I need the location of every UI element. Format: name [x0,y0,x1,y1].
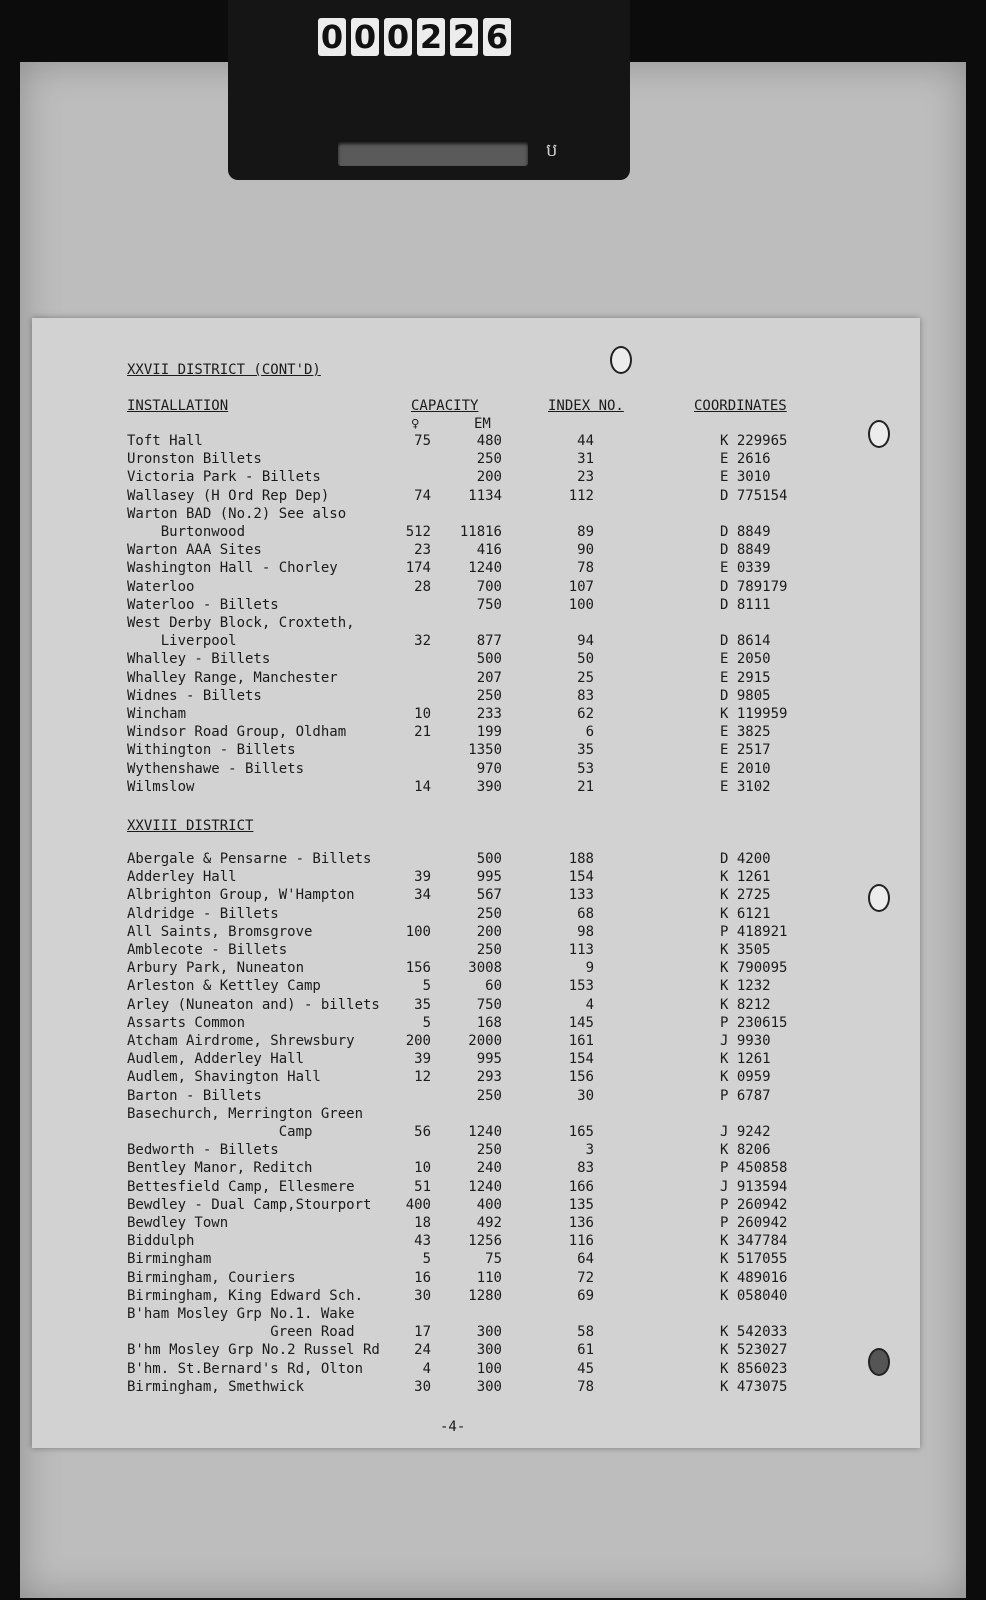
installation-name: Waterloo - Billets [127,596,279,613]
capacity-officers: 16 [414,1269,431,1286]
index-number: 50 [577,651,594,668]
index-number: 78 [577,560,594,577]
index-number: 9 [585,960,594,977]
table-row [0,1051,986,1069]
table-row [0,724,986,742]
capacity-em: 300 [476,1324,502,1341]
coordinates: P 260942 [720,1215,788,1231]
coordinates: D 4200 [720,851,771,867]
index-number: 64 [577,1251,594,1268]
table-row [0,869,986,887]
installation-name: Arleston & Kettley Camp [127,978,321,995]
index-number: 166 [568,1178,594,1195]
counter-mark: ប [546,140,558,161]
table-row [0,997,986,1015]
installation-name: All Saints, Bromsgrove [127,923,313,940]
capacity-officers: 14 [414,778,431,795]
installation-name: Birmingham, Smethwick [127,1378,305,1395]
coordinates: E 0339 [720,560,771,577]
table-row [0,1015,986,1033]
coordinates: K 473075 [720,1378,788,1395]
index-number: 23 [577,469,594,486]
capacity-officers: 200 [405,1033,431,1049]
coordinates: E 2050 [720,651,771,668]
index-number: 53 [577,760,594,777]
counter-digit: 0 [351,18,379,56]
coordinates: J 9242 [720,1124,771,1140]
table-row [0,1361,986,1379]
index-number: 62 [577,706,594,722]
coordinates: D 8614 [720,633,771,650]
capacity-officers: 17 [414,1324,431,1341]
capacity-em: 1350 [468,742,502,759]
installation-name: Uronston Billets [127,451,262,468]
capacity-em: 3008 [468,960,502,977]
capacity-em: 207 [476,669,502,686]
capacity-em: 1240 [468,1124,502,1140]
capacity-em: 1134 [468,487,502,504]
table-row [0,1160,986,1178]
table-row [0,851,986,869]
capacity-officers: 5 [422,1014,431,1031]
table-row [0,742,986,760]
capacity-em: 300 [476,1342,502,1359]
coordinates: D 9805 [720,687,771,704]
index-number: 188 [568,851,594,867]
capacity-officers: 56 [414,1124,431,1140]
table-row [0,524,986,542]
installation-name: Waterloo [127,578,195,595]
index-number: 112 [568,487,594,504]
capacity-officers: 35 [414,996,431,1013]
table-row [0,1270,986,1288]
index-number: 25 [577,669,594,686]
coordinates: P 6787 [720,1087,771,1104]
capacity-em: 390 [476,778,502,795]
capacity-em: 567 [476,887,502,904]
col-capacity-header: CAPACITY [411,398,479,414]
capacity-officers: 75 [414,433,431,449]
col-installation-header: INSTALLATION [127,398,229,414]
index-number: 58 [577,1324,594,1341]
capacity-em: 1240 [468,560,502,577]
capacity-em: 750 [476,596,502,613]
coordinates: D 789179 [720,578,788,595]
capacity-officers: 51 [414,1178,431,1195]
table-row [0,542,986,560]
counter-digit: 6 [483,18,511,56]
table-row [0,506,986,524]
installation-name: Arley (Nuneaton and) - billets [127,996,380,1013]
coordinates: E 3825 [720,724,771,741]
capacity-officers: 24 [414,1342,431,1359]
table-row [0,1124,986,1142]
coordinates: D 8849 [720,542,771,559]
index-number: 78 [577,1378,594,1395]
coordinates: K 523027 [720,1342,788,1359]
coordinates: K 790095 [720,960,788,977]
coordinates: K 1261 [720,869,771,886]
installation-name: Bedworth - Billets [127,1142,279,1159]
coordinates: D 8849 [720,524,771,540]
installation-name: Green Road [127,1324,355,1341]
index-number: 89 [577,524,594,540]
capacity-em: 700 [476,578,502,595]
capacity-em: 11816 [459,524,502,540]
capacity-em: 500 [476,851,502,867]
capacity-em: 1256 [468,1233,502,1250]
capacity-em: 2000 [468,1033,502,1049]
installation-name: B'ham Mosley Grp No.1. Wake [127,1306,355,1322]
coordinates: K 2725 [720,887,771,904]
coordinates: E 2915 [720,669,771,686]
coordinates: E 2010 [720,760,771,777]
index-number: 68 [577,905,594,922]
capacity-em: 995 [476,1051,502,1068]
installation-name: Audlem, Adderley Hall [127,1051,305,1068]
coordinates: K 119959 [720,706,788,722]
capacity-officers: 4 [422,1360,431,1377]
capacity-officers: 21 [414,724,431,741]
installation-name: Aldridge - Billets [127,905,279,922]
table-row [0,488,986,506]
table-row [0,1088,986,1106]
district-27-heading: XXVII DISTRICT (CONT'D) [127,362,321,378]
index-number: 100 [568,596,594,613]
table-row [0,651,986,669]
capacity-em: 250 [476,1142,502,1159]
installation-name: Birmingham, King Edward Sch. [127,1287,364,1304]
installation-name: Audlem, Shavington Hall [127,1069,321,1086]
coordinates: D 775154 [720,487,788,504]
col-coordinates-header: COORDINATES [694,398,787,414]
installation-name: Whalley Range, Manchester [127,669,338,686]
installation-name: Birmingham, Couriers [127,1269,296,1286]
coordinates: K 229965 [720,433,788,449]
capacity-officers: 30 [414,1378,431,1395]
installation-name: Warton AAA Sites [127,542,262,559]
coordinates: K 542033 [720,1324,788,1341]
coordinates: K 058040 [720,1287,788,1304]
coordinates: K 1232 [720,978,771,995]
index-number: 72 [577,1269,594,1286]
installation-name: Wilmslow [127,778,195,795]
installation-name: Bettesfield Camp, Ellesmere [127,1178,355,1195]
capacity-em: 970 [476,760,502,777]
index-number: 165 [568,1124,594,1140]
capacity-em: 1240 [468,1178,502,1195]
index-number: 145 [568,1014,594,1031]
index-number: 154 [568,869,594,886]
index-number: 98 [577,923,594,940]
table-row [0,579,986,597]
table-row [0,960,986,978]
punch-hole [610,346,632,374]
coordinates: K 489016 [720,1269,788,1286]
capacity-em: 199 [476,724,502,741]
index-number: 133 [568,887,594,904]
coordinates: K 6121 [720,905,771,922]
capacity-em: 400 [476,1196,502,1213]
counter-digits [318,18,511,56]
table-row [0,1033,986,1051]
index-number: 153 [568,978,594,995]
table-row [0,887,986,905]
table-row [0,633,986,651]
installation-name: Arbury Park, Nuneaton [127,960,305,977]
installation-name: Biddulph [127,1233,195,1250]
capacity-officers: 23 [414,542,431,559]
coordinates: K 8206 [720,1142,771,1159]
coordinates: P 450858 [720,1160,788,1177]
index-number: 30 [577,1087,594,1104]
installation-name: Burtonwood [127,524,246,540]
installation-name: Victoria Park - Billets [127,469,321,486]
installation-name: Bewdley - Dual Camp,Stourport [127,1196,372,1213]
capacity-em: 200 [476,923,502,940]
capacity-officers: 39 [414,869,431,886]
installation-name: Adderley Hall [127,869,237,886]
capacity-officers: 174 [405,560,431,577]
installation-name: Albrighton Group, W'Hampton [127,887,355,904]
index-number: 3 [585,1142,594,1159]
capacity-em: 75 [485,1251,502,1268]
table-row [0,1142,986,1160]
capacity-officers: 5 [422,1251,431,1268]
index-number: 31 [577,451,594,468]
table-row [0,1179,986,1197]
counter-digit: 0 [318,18,346,56]
capacity-em: 293 [476,1069,502,1086]
capacity-officers: 400 [405,1196,431,1213]
capacity-officers: 10 [414,706,431,722]
installation-name: Camp [127,1124,313,1140]
table-row [0,1379,986,1397]
capacity-officers: 74 [414,487,431,504]
capacity-em: 240 [476,1160,502,1177]
installation-name: Withington - Billets [127,742,296,759]
capacity-em: 416 [476,542,502,559]
col-em-header: EM [474,416,491,432]
table-row [0,1306,986,1324]
table-row [0,924,986,942]
counter-slot [338,142,528,166]
installation-name: Windsor Road Group, Oldham [127,724,347,741]
table-row [0,615,986,633]
capacity-em: 110 [476,1269,502,1286]
capacity-em: 300 [476,1378,502,1395]
coordinates: K 1261 [720,1051,771,1068]
coordinates: K 856023 [720,1360,788,1377]
coordinates: J 913594 [720,1178,788,1195]
index-number: 90 [577,542,594,559]
counter-digit: 0 [384,18,412,56]
coordinates: P 418921 [720,923,788,940]
capacity-officers: 5 [422,978,431,995]
installation-name: B'hm Mosley Grp No.2 Russel Rd [127,1342,380,1359]
index-number: 61 [577,1342,594,1359]
capacity-em: 995 [476,869,502,886]
capacity-em: 233 [476,706,502,722]
capacity-officers: 39 [414,1051,431,1068]
capacity-em: 1280 [468,1287,502,1304]
table-row [0,761,986,779]
coordinates: P 260942 [720,1196,788,1213]
installation-name: Wincham [127,706,187,722]
index-number: 6 [585,724,594,741]
capacity-em: 492 [476,1215,502,1231]
table-row [0,597,986,615]
installation-name: Bentley Manor, Reditch [127,1160,313,1177]
coordinates: K 347784 [720,1233,788,1250]
table-row [0,1324,986,1342]
col-officers-header: ♀ [411,416,420,432]
frame-counter [228,0,630,180]
capacity-officers: 156 [405,960,431,977]
capacity-officers: 18 [414,1215,431,1231]
table-row [0,670,986,688]
table-row [0,1215,986,1233]
capacity-em: 168 [476,1014,502,1031]
capacity-em: 250 [476,451,502,468]
installation-name: Amblecote - Billets [127,942,288,958]
installation-name: Liverpool [127,633,237,650]
capacity-em: 250 [476,687,502,704]
capacity-officers: 10 [414,1160,431,1177]
coordinates: E 2616 [720,451,771,468]
coordinates: E 3010 [720,469,771,486]
index-number: 35 [577,742,594,759]
index-number: 116 [568,1233,594,1250]
table-row [0,1106,986,1124]
installation-name: Basechurch, Merrington Green [127,1105,364,1122]
table-row [0,906,986,924]
index-number: 107 [568,578,594,595]
installation-name: West Derby Block, Croxteth, [127,615,355,631]
capacity-em: 500 [476,651,502,668]
coordinates: E 2517 [720,742,771,759]
table-row [0,688,986,706]
capacity-em: 877 [476,633,502,650]
index-number: 135 [568,1196,594,1213]
coordinates: K 8212 [720,996,771,1013]
installation-name: Toft Hall [127,433,203,449]
capacity-em: 480 [476,433,502,449]
capacity-officers: 34 [414,887,431,904]
table-row [0,560,986,578]
table-row [0,706,986,724]
table-row [0,1342,986,1360]
index-number: 44 [577,433,594,449]
capacity-em: 250 [476,942,502,958]
index-number: 21 [577,778,594,795]
installation-name: Wallasey (H Ord Rep Dep) [127,487,330,504]
coordinates: D 8111 [720,596,771,613]
coordinates: E 3102 [720,778,771,795]
table-row [0,451,986,469]
district-28-heading: XXVIII DISTRICT [127,818,254,834]
index-number: 156 [568,1069,594,1086]
capacity-em: 250 [476,1087,502,1104]
table-row [0,1251,986,1269]
capacity-officers: 43 [414,1233,431,1250]
page-number: -4- [440,1419,466,1435]
counter-digit: 2 [417,18,445,56]
coordinates: K 0959 [720,1069,771,1086]
installation-name: Warton BAD (No.2) See also [127,505,347,522]
table-row [0,978,986,996]
installation-name: Whalley - Billets [127,651,271,668]
capacity-officers: 32 [414,633,431,650]
table-row [0,1197,986,1215]
installation-name: Atcham Airdrome, Shrewsbury [127,1033,355,1049]
capacity-officers: 12 [414,1069,431,1086]
capacity-em: 200 [476,469,502,486]
index-number: 45 [577,1360,594,1377]
index-number: 113 [568,942,594,958]
table-row [0,779,986,797]
coordinates: K 517055 [720,1251,788,1268]
capacity-em: 750 [476,996,502,1013]
capacity-em: 60 [485,978,502,995]
capacity-officers: 512 [405,524,431,540]
table-row [0,1233,986,1251]
index-number: 83 [577,687,594,704]
installation-name: Bewdley Town [127,1215,229,1231]
index-number: 4 [585,996,594,1013]
table-row [0,433,986,451]
installation-name: Birmingham [127,1251,212,1268]
installation-name: Abergale & Pensarne - Billets [127,851,372,867]
index-number: 83 [577,1160,594,1177]
table-row [0,1288,986,1306]
index-number: 154 [568,1051,594,1068]
table-row [0,469,986,487]
installation-name: Washington Hall - Chorley [127,560,338,577]
capacity-officers: 28 [414,578,431,595]
coordinates: P 230615 [720,1014,788,1031]
index-number: 161 [568,1033,594,1049]
counter-digit: 2 [450,18,478,56]
installation-name: Widnes - Billets [127,687,262,704]
coordinates: J 9930 [720,1033,771,1049]
installation-name: Assarts Common [127,1014,246,1031]
capacity-em: 100 [476,1360,502,1377]
capacity-officers: 30 [414,1287,431,1304]
coordinates: K 3505 [720,942,771,958]
installation-name: B'hm. St.Bernard's Rd, Olton [127,1360,364,1377]
index-number: 94 [577,633,594,650]
table-row [0,1069,986,1087]
col-index-header: INDEX NO. [548,398,624,414]
index-number: 69 [577,1287,594,1304]
installation-name: Barton - Billets [127,1087,262,1104]
capacity-em: 250 [476,905,502,922]
installation-name: Wythenshawe - Billets [127,760,305,777]
index-number: 136 [568,1215,594,1231]
capacity-officers: 100 [405,923,431,940]
table-row [0,942,986,960]
